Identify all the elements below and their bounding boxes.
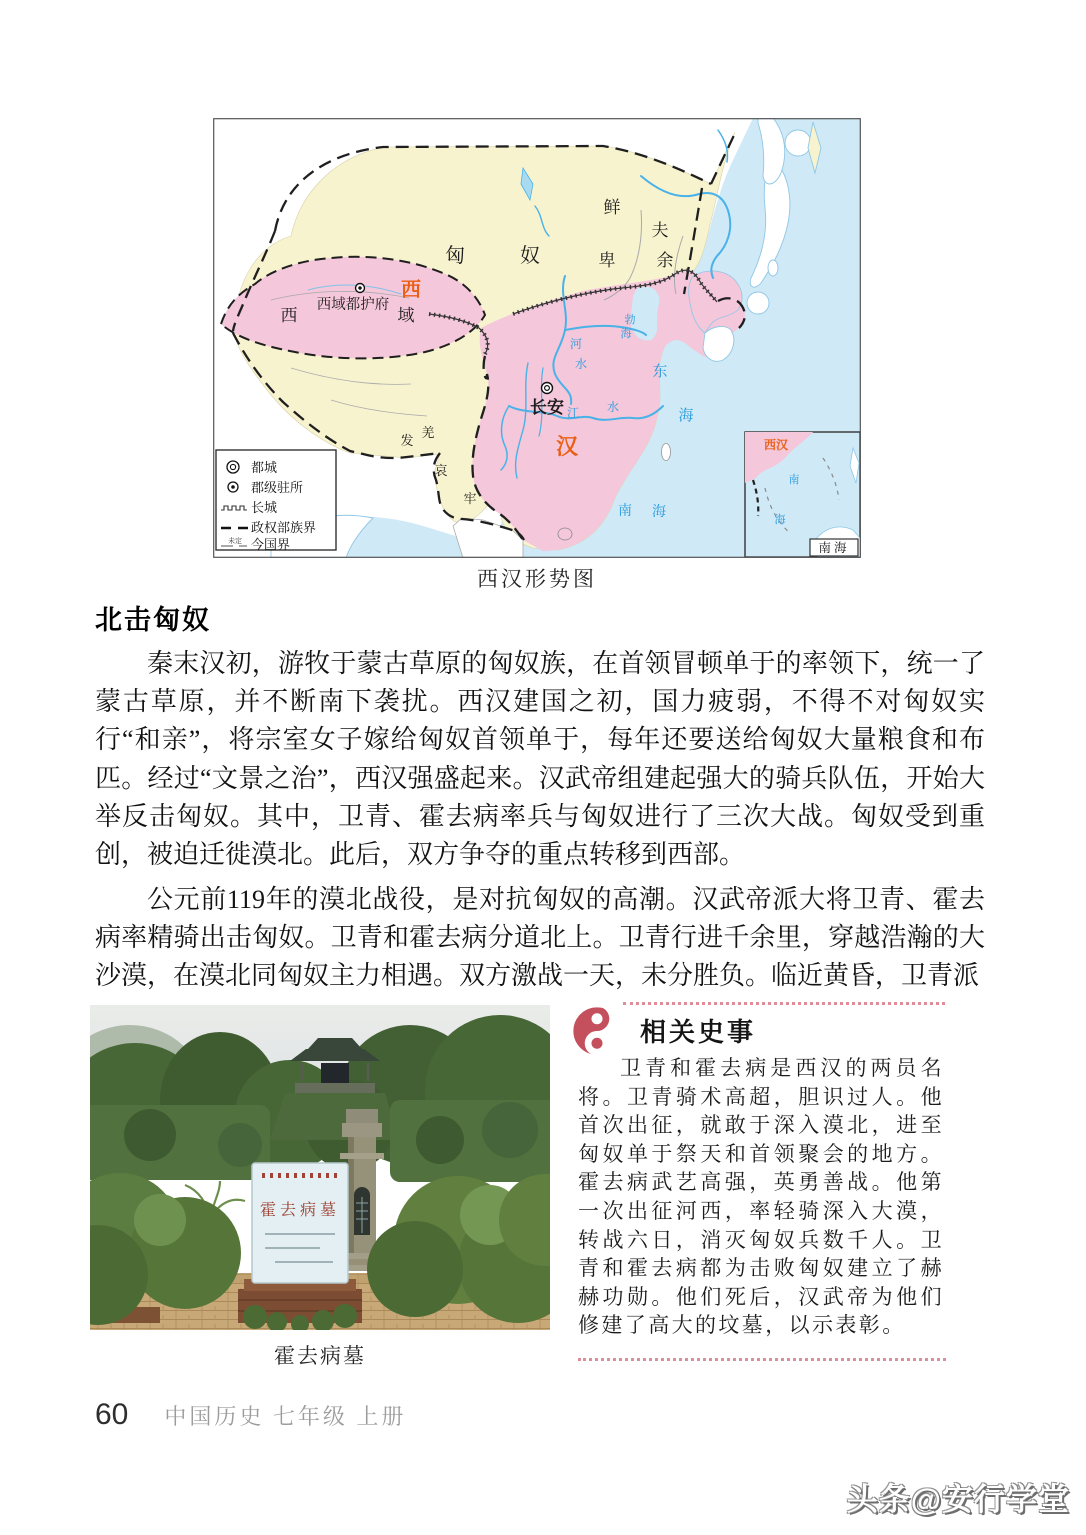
svg-text:余: 余 bbox=[656, 251, 674, 270]
svg-text:海: 海 bbox=[774, 514, 786, 526]
svg-text:汉: 汉 bbox=[555, 434, 579, 459]
svg-text:鲜: 鲜 bbox=[603, 198, 621, 217]
body-paragraph-1: 秦末汉初，游牧于蒙古草原的匈奴族，在首领冒顿单于的率领下，统一了蒙古草原，并不断南下袭扰。西汉建国之初，国力疲弱，不得不对匈奴实行“和亲”，将宗室女子嫁给匈奴首领单于，每年还要送给匈奴大量粮食和布匹。经过“文景之治”，西汉强盛起来。汉武帝组建起强大的骑兵队伍，开始大举反击匈奴。其中，卫青、霍去病率兵与匈奴进行了三次大战。匈奴受到重创，被迫迁徙漠北。此后，双方争夺的重点转移到西部。 bbox=[95, 649, 985, 870]
commandery-marker bbox=[356, 284, 365, 293]
svg-text:南: 南 bbox=[788, 474, 800, 486]
sidebar-bottom-divider bbox=[578, 1358, 946, 1361]
page-footer bbox=[95, 1398, 406, 1432]
svg-text:夫: 夫 bbox=[651, 221, 669, 240]
sidebar-title: 相关史事 bbox=[640, 1017, 757, 1047]
book-title: 中国历史 七年级 上册 bbox=[164, 1404, 407, 1429]
svg-text:郡级驻所: 郡级驻所 bbox=[251, 480, 304, 495]
svg-text:哀: 哀 bbox=[434, 463, 448, 478]
svg-text:西: 西 bbox=[401, 279, 421, 301]
svg-text:东: 东 bbox=[652, 364, 668, 380]
svg-text:长安: 长安 bbox=[530, 398, 564, 417]
svg-text:卑: 卑 bbox=[598, 251, 616, 270]
western-han-map-svg bbox=[213, 118, 861, 558]
svg-text:西: 西 bbox=[280, 306, 298, 325]
svg-text:匈: 匈 bbox=[445, 245, 465, 267]
svg-text:政权部族界: 政权部族界 bbox=[251, 520, 317, 535]
svg-text:奴: 奴 bbox=[520, 245, 540, 267]
stele-inscription: 霍去病墓 bbox=[259, 1202, 341, 1219]
watermark: 头条@安行学堂 bbox=[846, 1482, 1070, 1517]
photo-caption: 霍去病墓 bbox=[274, 1344, 366, 1368]
hainan-island bbox=[558, 528, 572, 540]
sidebar-body: 卫青和霍去病是西汉的两员名将。卫青骑术高超，胆识过人。他首次出征，就敢于深入漠北，进至匈奴单于祭天和首领聚会的地方。霍去病武艺高强，英勇善战。他第一次出征河西，率轻骑深入大漠，转战六日，消灭匈奴兵数千人。卫青和霍去病都为击败匈奴建立了赫赫功勋。他们死后，汉武帝为他们修建了高大的坟墓，以示表彰。 bbox=[578, 1056, 944, 1338]
svg-text:牢: 牢 bbox=[463, 491, 477, 506]
svg-text:江: 江 bbox=[566, 406, 580, 420]
svg-text:南: 南 bbox=[618, 504, 632, 519]
svg-text:海: 海 bbox=[620, 328, 632, 340]
svg-text:长城: 长城 bbox=[251, 500, 278, 515]
related-history-icon bbox=[570, 1004, 624, 1058]
western-han-map bbox=[213, 118, 861, 558]
svg-text:羌: 羌 bbox=[421, 425, 435, 440]
svg-text:水: 水 bbox=[606, 400, 620, 414]
section-heading: 北击匈奴 bbox=[95, 605, 211, 635]
capital-marker bbox=[542, 383, 553, 394]
svg-text:南海: 南海 bbox=[818, 541, 850, 555]
svg-text:西汉: 西汉 bbox=[763, 438, 789, 452]
memorial-stele bbox=[238, 1163, 362, 1323]
south-china-sea-inset bbox=[745, 432, 860, 557]
svg-text:勃: 勃 bbox=[624, 314, 636, 326]
map-caption: 西汉形势图 bbox=[477, 567, 597, 591]
svg-text:水: 水 bbox=[574, 357, 588, 371]
svg-text:海: 海 bbox=[652, 505, 666, 520]
huoqubing-tomb-photo bbox=[90, 1005, 550, 1330]
huoqubing-tomb-photo-svg bbox=[90, 1005, 550, 1330]
svg-text:今国界: 今国界 bbox=[251, 537, 291, 552]
svg-text:未定: 未定 bbox=[228, 537, 242, 545]
svg-text:域: 域 bbox=[397, 306, 415, 325]
body-paragraph-2: 公元前119年的漠北战役，是对抗匈奴的高潮。汉武帝派大将卫青、霍去病率精骑出击匈奴。卫青和霍去病分道北上。卫青行进千余里，穿越浩瀚的大沙漠，在漠北同匈奴主力相遇。双方激战一天，未分胜负。临近黄昏，卫青派 bbox=[95, 885, 985, 991]
svg-text:海: 海 bbox=[678, 408, 694, 424]
map-legend bbox=[216, 450, 336, 552]
page-number: 60 bbox=[95, 1398, 129, 1431]
svg-text:发: 发 bbox=[400, 433, 414, 448]
svg-text:河: 河 bbox=[569, 337, 583, 351]
svg-text:都城: 都城 bbox=[251, 460, 278, 475]
svg-text:西域都护府: 西域都护府 bbox=[316, 297, 390, 313]
taiwan-island bbox=[662, 444, 671, 461]
sidebar-top-divider bbox=[623, 1002, 945, 1005]
